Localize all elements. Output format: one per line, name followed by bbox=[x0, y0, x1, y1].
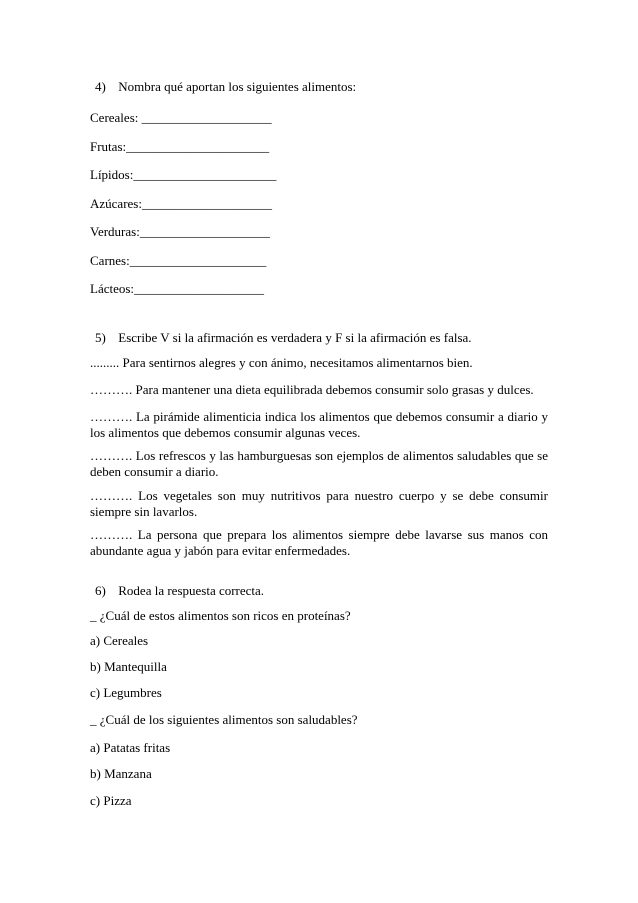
question-2-option-b[interactable]: b) Manzana bbox=[90, 766, 152, 781]
section-4-number: 4) bbox=[95, 79, 106, 94]
section-4-heading bbox=[95, 79, 356, 95]
question-1-option-c[interactable]: c) Legumbres bbox=[90, 685, 162, 700]
nutrient-line-lipidos: Lípidos:______________________ bbox=[90, 167, 277, 182]
question-2-option-a[interactable]: a) Patatas fritas bbox=[90, 740, 171, 755]
question-1-option-a[interactable]: a) Cereales bbox=[90, 633, 149, 648]
section-5-number: 5) bbox=[95, 330, 106, 345]
question-1-option-b[interactable]: b) Mantequilla bbox=[90, 659, 167, 674]
section-6-heading bbox=[95, 583, 264, 599]
section-6-title: Rodea la respuesta correcta. bbox=[118, 583, 265, 598]
nutrient-line-lacteos: Lácteos:____________________ bbox=[90, 281, 265, 296]
statement-1: ......... Para sentirnos alegres y con ánimo, necesitamos alimentarnos bien. bbox=[90, 355, 473, 370]
statement-4: ………. Los refrescos y las hamburguesas son ejemplos de alimentos saludables que se deben consumir a diario. bbox=[90, 448, 548, 479]
section-4-title: Nombra qué aportan los siguientes alimentos: bbox=[118, 79, 357, 94]
nutrient-line-azucares: Azúcares:____________________ bbox=[90, 196, 272, 211]
section-5-title: Escribe V si la afirmación es verdadera y F si la afirmación es falsa. bbox=[118, 330, 472, 345]
nutrient-line-cereales: Cereales: ____________________ bbox=[90, 110, 272, 125]
question-2: _ ¿Cuál de los siguientes alimentos son saludables? bbox=[90, 712, 358, 727]
statement-2: ………. Para mantener una dieta equilibrada debemos consumir solo grasas y dulces. bbox=[90, 382, 534, 397]
question-2-option-c[interactable]: c) Pizza bbox=[90, 793, 132, 808]
statement-6: ………. La persona que prepara los alimentos siempre debe lavarse sus manos con abundante agua y jabón para evitar enfermedades. bbox=[90, 527, 548, 558]
section-6-number: 6) bbox=[95, 583, 106, 598]
nutrient-line-frutas: Frutas:______________________ bbox=[90, 139, 270, 154]
statement-5: ………. Los vegetales son muy nutritivos para nuestro cuerpo y se debe consumir siempre sin lavarlos. bbox=[90, 488, 548, 519]
question-1: _ ¿Cuál de estos alimentos son ricos en proteínas? bbox=[90, 608, 351, 623]
section-5-heading bbox=[95, 330, 472, 346]
nutrient-line-verduras: Verduras:____________________ bbox=[90, 224, 270, 239]
statement-3: ………. La pirámide alimenticia indica los alimentos que debemos consumir a diario y los alimentos que debemos consumir algunas veces. bbox=[90, 409, 548, 440]
nutrient-line-carnes: Carnes:_____________________ bbox=[90, 253, 267, 268]
